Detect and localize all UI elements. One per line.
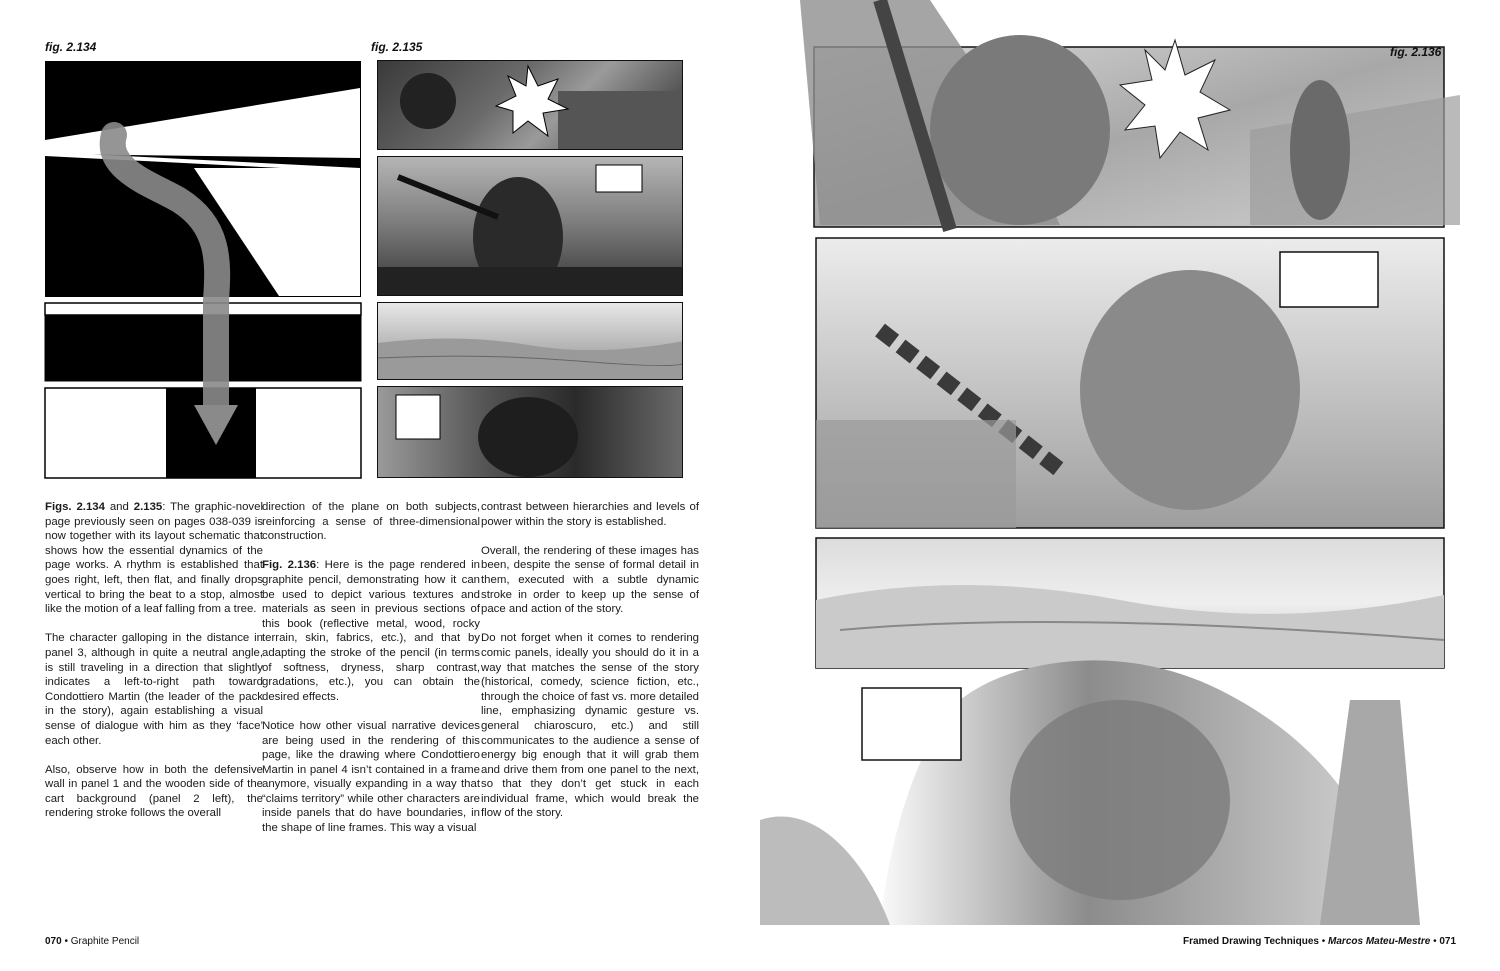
paragraph: contrast between hierarchies and levels of power within the story is established. (481, 501, 699, 528)
right-footer (1183, 936, 1456, 947)
chapter-title: Framed Drawing Techniques (1183, 936, 1319, 947)
bullet: • (64, 936, 68, 947)
text-column-3 (481, 500, 699, 836)
text-column-2 (262, 500, 480, 850)
author-name: Marcos Mateu-Mestre (1328, 936, 1431, 947)
fig-2-134-label: fig. 2.134 (45, 40, 97, 54)
pencil-illustration (760, 0, 1460, 925)
paragraph: Do not forget when it comes to rendering comic panels, ideally you should do it in a way that matches the sense of the story (historical, comedy, science fiction, etc., through the choice of fast vs. more detailed line, emphasizing dynamic gesture vs. general chiaroscuro, etc.) and still communicates to the audience a sense of energy big enough that it will grab them and drive them from one panel to the next, so that they don’t get stuck in each individual frame, which would break the flow of the story. (481, 632, 699, 820)
paragraph: Notice how other visual narrative devices are being used in the rendering of this page, like the drawing where Condottiero Martin in panel 4 isn’t contained in a frame anymore, visually expanding in a way that “claims territory” while other characters are inside panels that do have boundaries, in the shape of line frames. This way a visual (262, 719, 480, 835)
fig-2-135-panel-1 (377, 60, 683, 150)
layout-schematic (44, 60, 362, 480)
page-number: 070 (45, 936, 62, 947)
paragraph: Overall, the rendering of these images has been, despite the sense of formal detail in them, executed with a subtle dynamic stroke in order to keep up the sense of pace and action of the story. (481, 544, 699, 616)
paragraph: direction of the plane on both subjects, reinforcing a sense of three-dimensional construction. (262, 501, 480, 543)
fig-2-135-panel-3 (377, 302, 683, 380)
left-footer (45, 936, 139, 947)
text-column-1 (45, 500, 263, 836)
section-title: Graphite Pencil (70, 936, 140, 947)
fig-2-135-label: fig. 2.135 (371, 40, 423, 54)
bullet: • (1321, 936, 1326, 947)
fig-2-135-panel-4 (377, 386, 683, 478)
paragraph: Figs. 2.134 and 2.135: The graphic-novel page previously seen on pages 038-039 is now together with its layout schematic that shows how the essential dynamics of the page works. A rhythm is established that goes right, left, then flat, and finally drops vertical to bring the beat to a stop, almost like the motion of a leaf falling from a tree. (45, 501, 263, 616)
bullet: • (1433, 936, 1437, 947)
paragraph: Fig. 2.136: Here is the page rendered in graphite pencil, demonstrating how it can be used to depict various textures and materials as seen in previous sections of this book (reflective metal, wood, rocky terrain, skin, fabrics, etc.), and that by adapting the stroke of the pencil (in terms of softness, dryness, sharp contrast, gradations, etc.), you can obtain the desired effects. (262, 559, 480, 703)
fig-2-135-panel-2 (377, 156, 683, 296)
page-number: 071 (1439, 936, 1457, 947)
fig-2-136-label: fig. 2.136 (1390, 45, 1442, 59)
paragraph: The character galloping in the distance in panel 3, although in quite a neutral angle, is still traveling in a direction that slightly indicates a left-to-right path toward Condottiero Martin (the leader of the pack in the story), again establishing a visual sense of dialogue with him as they ‘face’ each other. (45, 632, 263, 747)
paragraph: Also, observe how in both the defensive wall in panel 1 and the wooden side of the cart background (panel 2 left), the rendering stroke follows the overall (45, 763, 263, 820)
